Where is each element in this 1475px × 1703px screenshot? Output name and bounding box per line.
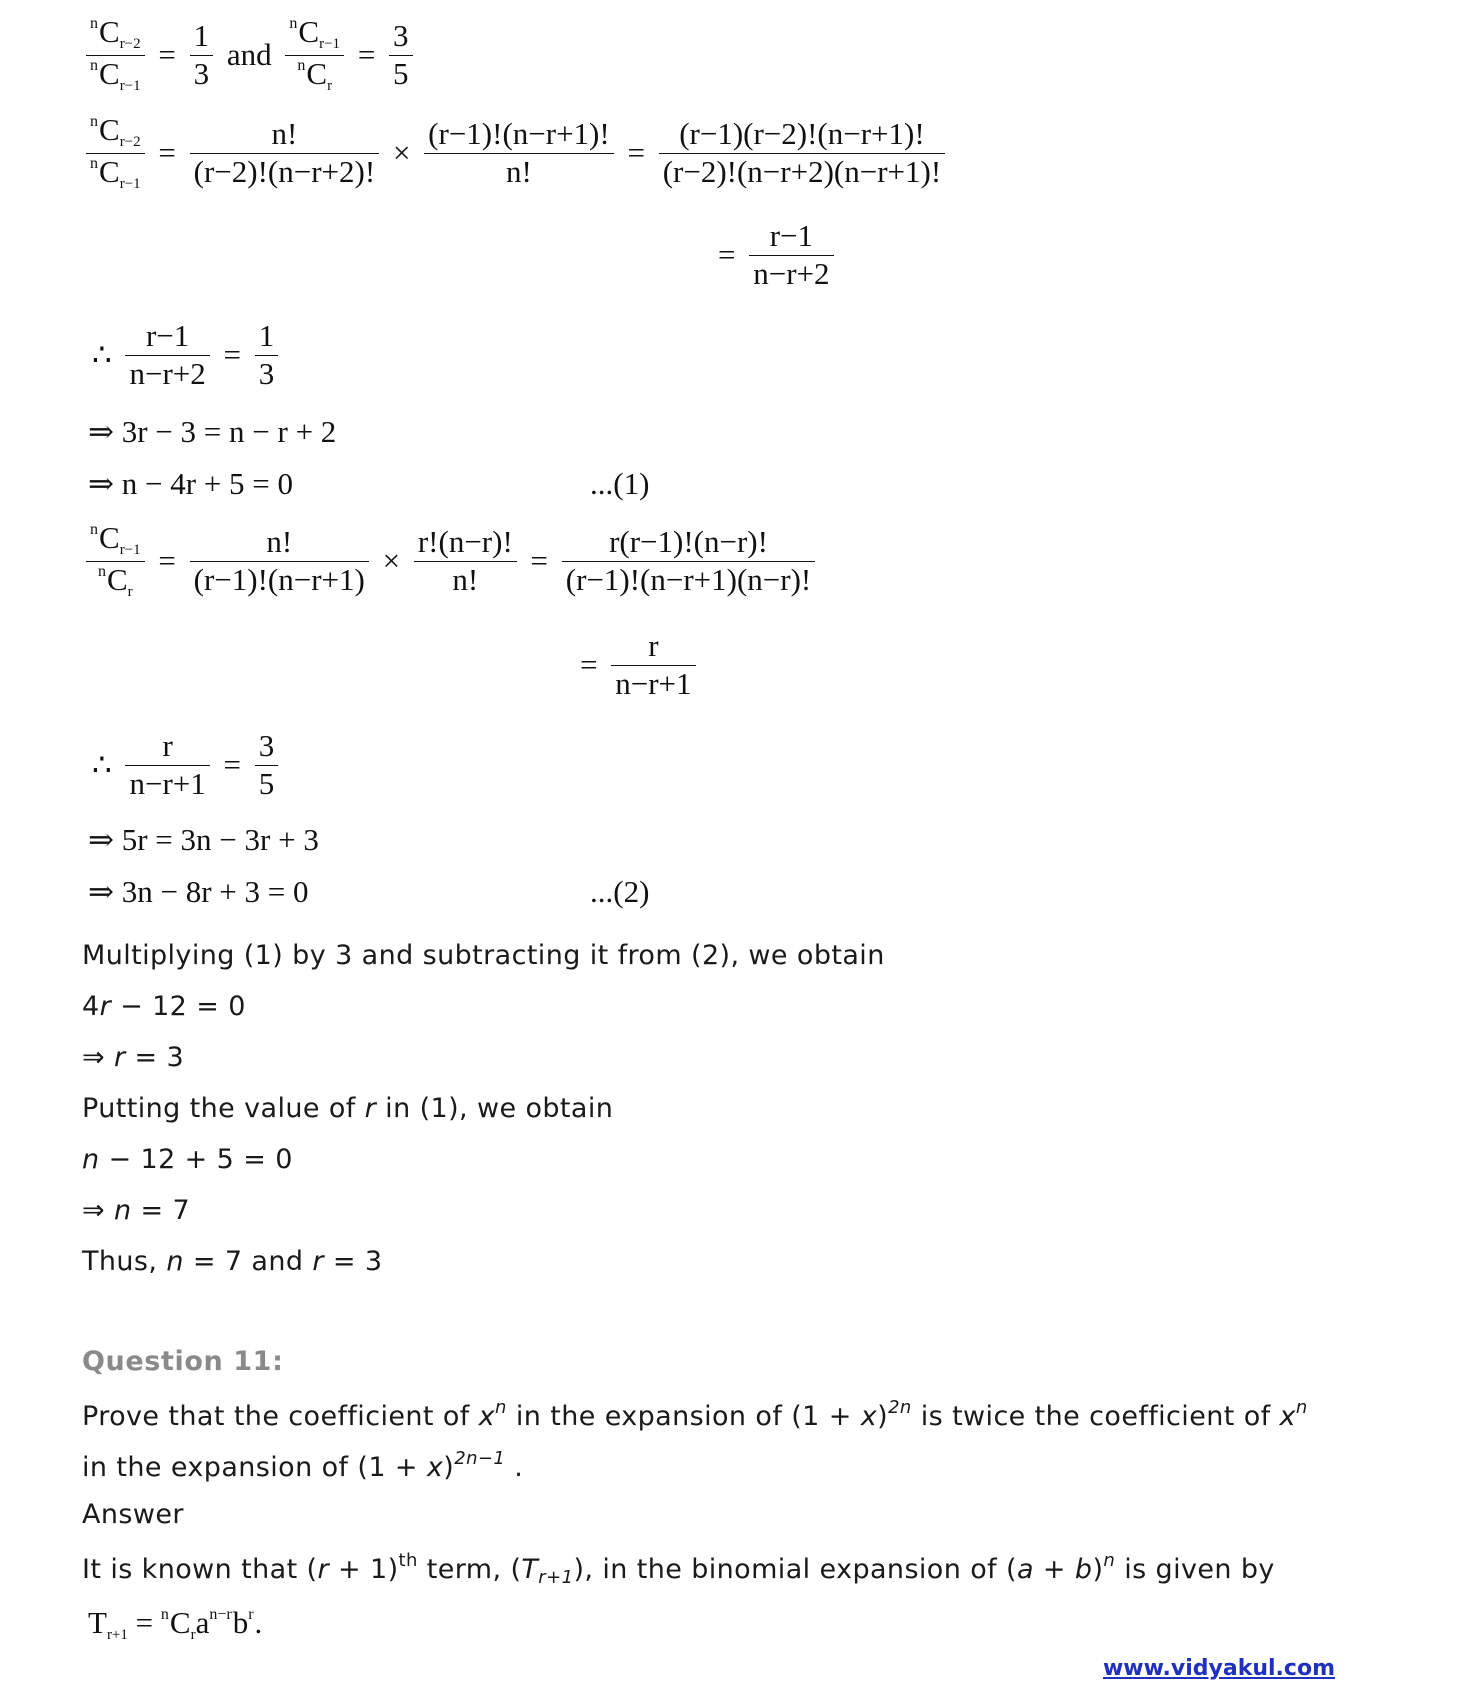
factorial-fraction-4: $\frac{n!}{(r-1)!(n-r+1)}$ — [190, 524, 369, 598]
factorial-fraction-5: $\frac{r!(n-r)!}{n!}$ — [414, 524, 517, 598]
prose-multiplying: Multiplying (1) by 3 and subtracting it from (2), we obtain — [82, 940, 885, 971]
prose-thus: Thus, n = 7 and r = 3 — [82, 1246, 383, 1277]
factorial-fraction-2: $\frac{(r-1)!(n-r+1)!}{n!}$ — [424, 116, 614, 190]
ratio-fraction-2: $\frac{^nC_{r-1}}{^nC_r}$ — [285, 14, 344, 97]
footer-website-link[interactable]: www.vidyakul.com — [1102, 1656, 1335, 1681]
prose-r-equals: ⇒ r = 3 — [82, 1042, 185, 1073]
step-1-line-3: ⇒ n − 4r + 5 = 0 — [88, 466, 293, 501]
expansion-1: $\frac{^nC_{r-2}}{^nC_{r-1}}$ = $\frac{n!}{(r-2)!(n-r+2)!}$ × $\frac{(r-1)!(n-r+1)!}{n!}$ = $\frac{(r-1)(r-2)!(n-r+1)!}{(r-2)!(n-r+2)(n-r+1)!}$ — [86, 112, 945, 195]
step-2-therefore: ∴ $\frac{r}{n-r+1}$ = $\frac{3}{5}$ — [86, 728, 278, 802]
question-text-line-2: in the expansion of $(1 + x)^{2n-1}$ . — [82, 1448, 524, 1483]
and-word: and — [226, 37, 272, 73]
prose-n-equals: ⇒ n = 7 — [82, 1195, 191, 1226]
ratio-fraction-1: $\frac{^nC_{r-2}}{^nC_{r-1}}$ — [86, 14, 145, 97]
ratio-value-1: $\frac{1}{3}$ — [190, 18, 214, 92]
answer-label: Answer — [82, 1499, 184, 1530]
given-ratios: $\frac{^nC_{r-2}}{^nC_{r-1}}$ = $\frac{1}{3}$ and $\frac{^nC_{r-1}}{^nC_r}$ = $\frac{3}{5}$ — [86, 14, 413, 97]
expansion-2: $\frac{^nC_{r-1}}{^nC_r}$ = $\frac{n!}{(r-1)!(n-r+1)}$ × $\frac{r!(n-r)!}{n!}$ = $\frac{r(r-1)!(n-r)!}{(r-1)!(n-r+1)(n-r)!}$ — [86, 520, 815, 603]
answer-text: It is known that $(r + 1)^{th}$ term, $(T_{r+1})$, in the binomial expansion of $(a + b)^n$ is given by — [82, 1550, 1275, 1588]
prose-4r: 4r − 12 = 0 — [82, 991, 246, 1022]
factorial-fraction-1: $\frac{n!}{(r-2)!(n-r+2)!}$ — [190, 116, 380, 190]
step-2-line-2: ⇒ 5r = 3n − 3r + 3 — [88, 822, 319, 857]
expansion-1-result: = $\frac{r-1}{n-r+2}$ — [712, 218, 834, 292]
factorial-fraction-6: $\frac{r(r-1)!(n-r)!}{(r-1)!(n-r+1)(n-r)!}$ — [562, 524, 816, 598]
binomial-term-formula: $T_{r+1} = ^nC_ra^{n-r}b^r$. — [88, 1605, 263, 1643]
expansion-2-result: = $\frac{r}{n-r+1}$ — [574, 628, 696, 702]
step-1-therefore: ∴ $\frac{r-1}{n-r+2}$ = $\frac{1}{3}$ — [86, 318, 278, 392]
equation-tag-1: ...(1) — [590, 466, 650, 501]
step-2-line-3: ⇒ 3n − 8r + 3 = 0 — [88, 874, 309, 909]
question-text-line-1: Prove that the coefficient of $x^n$ in the expansion of $(1 + x)^{2n}$ is twice the coefficient of $x^n$ — [82, 1397, 1308, 1432]
question-heading: Question 11: — [82, 1346, 284, 1377]
ratio-fraction-lhs: $\frac{^nC_{r-2}}{^nC_{r-1}}$ — [86, 112, 145, 195]
factorial-fraction-3: $\frac{(r-1)(r-2)!(n-r+1)!}{(r-2)!(n-r+2)(n-r+1)!}$ — [659, 116, 945, 190]
ratio-value-2: $\frac{3}{5}$ — [389, 18, 413, 92]
step-1-line-2: ⇒ 3r − 3 = n − r + 2 — [88, 414, 337, 449]
prose-putting: Putting the value of r in (1), we obtain — [82, 1093, 614, 1124]
ratio-fraction-lhs-2: $\frac{^nC_{r-1}}{^nC_r}$ — [86, 520, 145, 603]
prose-n-minus: n − 12 + 5 = 0 — [82, 1144, 293, 1175]
equation-tag-2: ...(2) — [590, 874, 650, 909]
